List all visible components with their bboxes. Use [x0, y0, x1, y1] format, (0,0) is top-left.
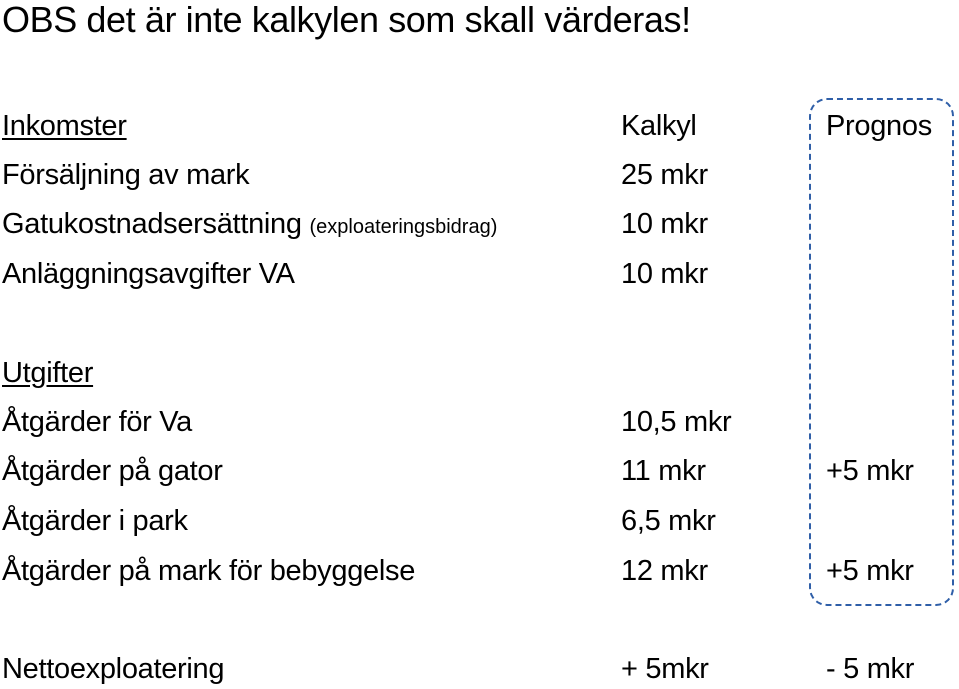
netto-label: Nettoexploatering — [2, 653, 225, 685]
expense-kalkyl: 10,5 mkr — [621, 406, 732, 438]
expense-prognos: +5 mkr — [826, 455, 914, 487]
income-label: Anläggningsavgifter VA — [2, 258, 295, 290]
income-label — [2, 210, 497, 239]
expense-prognos: +5 mkr — [826, 555, 914, 587]
expense-kalkyl: 6,5 mkr — [621, 505, 716, 537]
prognos-highlight-box — [809, 98, 954, 606]
income-kalkyl: 10 mkr — [621, 208, 708, 240]
inkomster-header: Inkomster — [2, 110, 127, 142]
income-label-note: (exploateringsbidrag) — [309, 216, 498, 238]
expense-label: Åtgärder för Va — [2, 406, 193, 438]
netto-kalkyl: + 5mkr — [621, 653, 709, 685]
expense-kalkyl: 12 mkr — [621, 555, 708, 587]
expense-label: Åtgärder på mark för bebyggelse — [2, 555, 416, 587]
page-title: OBS det är inte kalkylen som skall värderas! — [2, 0, 691, 40]
income-label: Försäljning av mark — [2, 159, 250, 191]
income-kalkyl: 10 mkr — [621, 258, 708, 290]
expense-label: Åtgärder i park — [2, 505, 188, 537]
income-kalkyl: 25 mkr — [621, 159, 708, 191]
kalkyl-header: Kalkyl — [621, 110, 697, 142]
utgifter-header: Utgifter — [2, 357, 94, 389]
expense-kalkyl: 11 mkr — [621, 455, 706, 487]
netto-prognos: - 5 mkr — [826, 653, 915, 685]
prognos-header: Prognos — [826, 110, 932, 142]
income-label-main: Gatukostnadsersättning — [2, 208, 302, 240]
expense-label: Åtgärder på gator — [2, 455, 223, 487]
